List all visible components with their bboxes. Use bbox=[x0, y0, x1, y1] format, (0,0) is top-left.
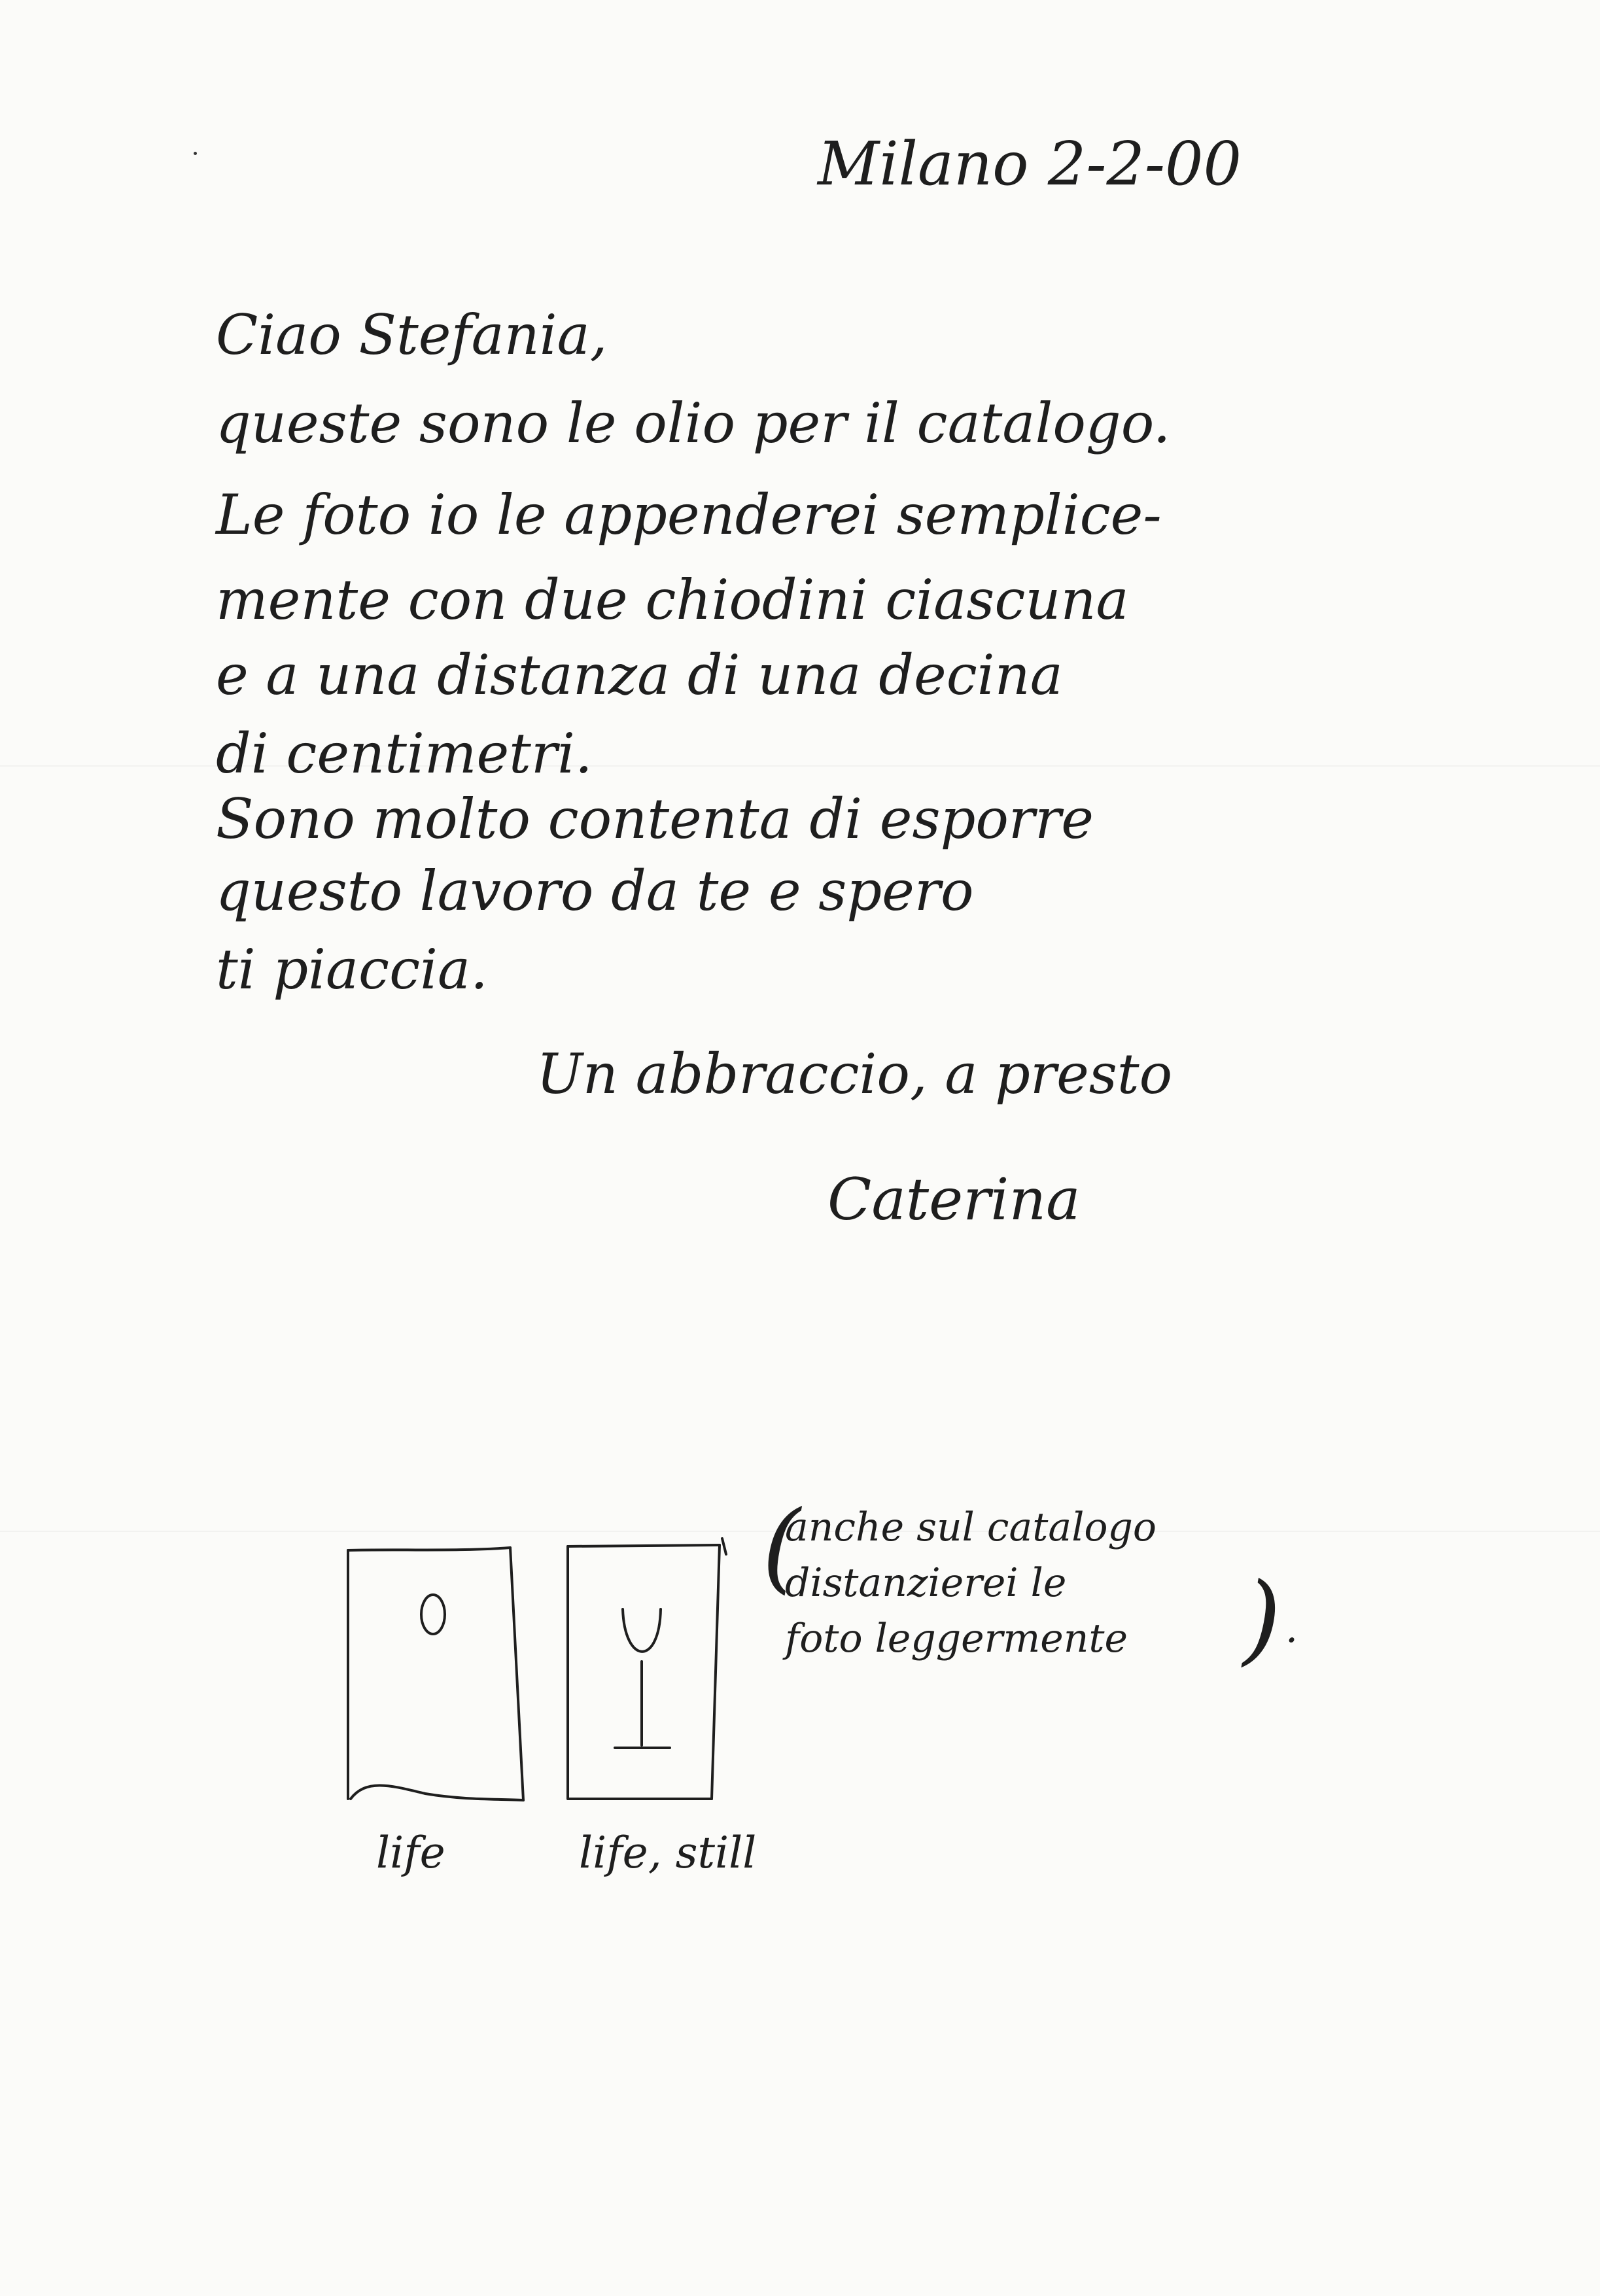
sketch-note-line: foto leggermente bbox=[785, 1616, 1128, 1661]
note-paren-open: ( bbox=[762, 1490, 801, 1604]
letter-signature: Caterina bbox=[827, 1166, 1081, 1233]
caption-life-still: life, still bbox=[579, 1828, 757, 1878]
letter-date: Milano 2-2-00 bbox=[818, 129, 1242, 199]
letter-body-line: di centimetri. bbox=[216, 722, 593, 786]
letter-body-line: e a una distanza di una decina bbox=[216, 643, 1063, 707]
note-trailing-dot: . bbox=[1285, 1606, 1298, 1652]
photo-frame-life-still bbox=[568, 1539, 726, 1799]
letter-body-line: Sono molto contenta di esporre bbox=[216, 787, 1094, 851]
letter-body-line: Le foto io le appenderei semplice- bbox=[216, 483, 1162, 547]
letter-closing: Un abbraccio, a presto bbox=[536, 1042, 1173, 1106]
photo-frame-life bbox=[348, 1548, 523, 1800]
letter-body-line: queste sono le olio per il catalogo. bbox=[216, 391, 1171, 455]
letter-body-line: mente con due chiodini ciascuna bbox=[216, 568, 1129, 632]
note-paren-close: ) bbox=[1243, 1562, 1281, 1676]
letter-body-line: ti piaccia. bbox=[216, 937, 488, 1001]
sketch-note-line: distanzierei le bbox=[785, 1560, 1067, 1606]
sketch-note-line: anche sul catalogo bbox=[785, 1505, 1157, 1550]
wine-glass-icon bbox=[615, 1609, 670, 1748]
letter-body-line: questo lavoro da te e spero bbox=[216, 859, 974, 923]
circle-mark-icon bbox=[421, 1595, 445, 1634]
caption-life: life bbox=[376, 1828, 445, 1878]
letter-greeting: Ciao Stefania, bbox=[216, 303, 608, 367]
